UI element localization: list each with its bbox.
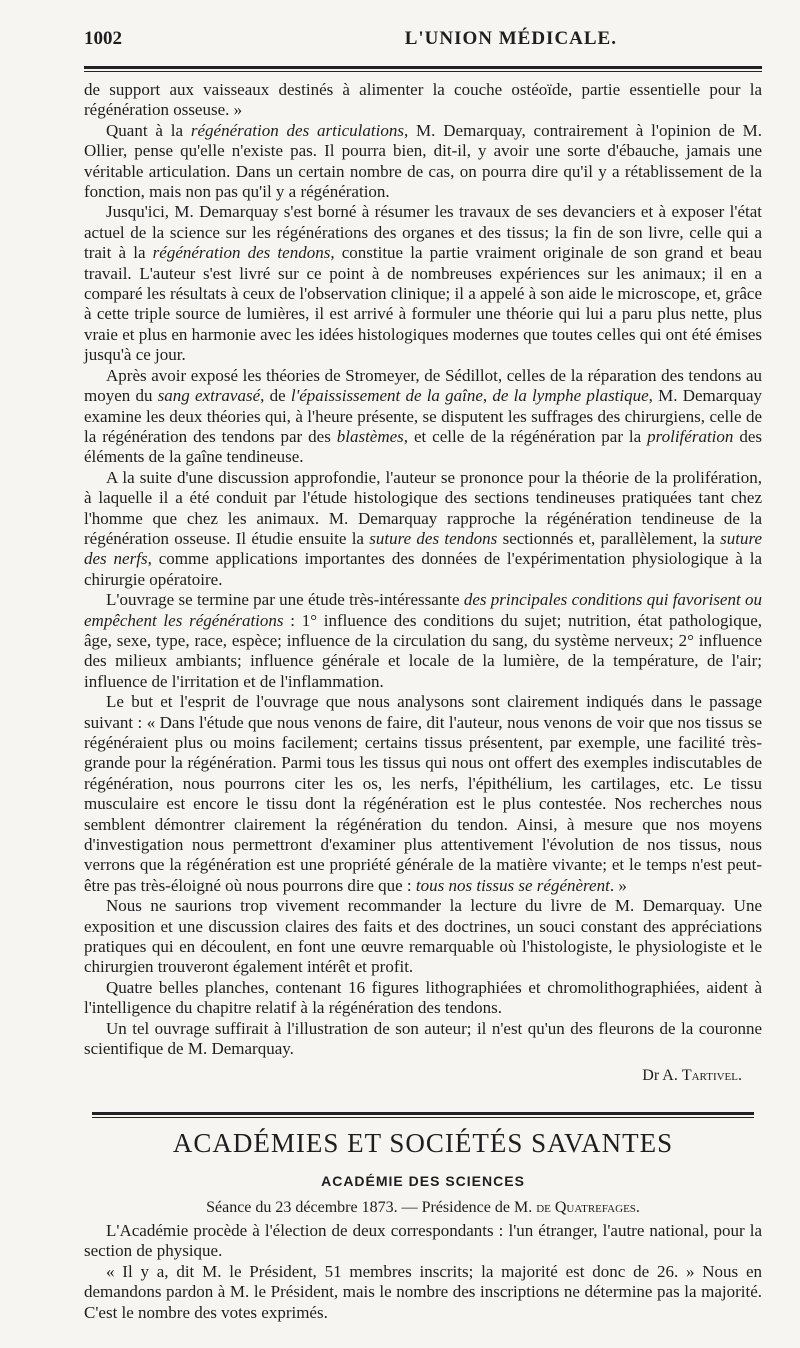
paragraph: A la suite d'une discussion approfondie, l'auteur se prononce pour la théorie de la prolifération, à laquelle il a été conduit par l'étude histologique des sections tendineuses pratiquées tant chez l'homme que chez les animaux. M. Demarquay rapproche la régénération tendineuse de la régénération osseuse. Il étudie ensuite la suture des tendons sectionnés et, parallèlement, la suture des nerfs, comme applications importantes des données de l'expérimentation physiologique à la chirurgie opératoire.	[84, 467, 762, 589]
header-rule	[84, 66, 762, 69]
paragraph: « Il y a, dit M. le Président, 51 membres inscrits; la majorité est donc de 26. » Nous en demandons pardon à M. le Président, mais le nombre des inscriptions ne détermine pas la majorité. C'est le nombre des votes exprimés.	[84, 1261, 762, 1322]
paragraph: L'ouvrage se termine par une étude très-intéressante des principales conditions qui favorisent ou empêchent les régénérations : 1° influence des conditions du sujet; nutrition, état pathologique, âge, sexe, type, race, espèce; influence de la circulation du sang, du système nerveux; 2° influence des milieux ambiants; influence générale et locale de la lumière, de la température, de l'air; influence de l'irritation et de l'inflammation.	[84, 590, 762, 691]
page-number: 1002	[84, 28, 122, 49]
review-article	[84, 80, 762, 1086]
academy-report	[84, 1221, 762, 1323]
running-header	[84, 28, 762, 58]
paragraph: Jusqu'ici, M. Demarquay s'est borné à résumer les travaux de ses devanciers et à exposer l'état actuel de la science sur les régénérations des organes et des tissus; la fin de son livre, celle qui a trait à la régénération des tendons, constitue la partie vraiment originale de son grand et beau travail. L'auteur s'est livré sur ce point à de nombreuses expériences sur les animaux; il en a comparé les résultats à ceux de l'observation clinique; il a appelé à son aide le microscope, et, grâce à cette triple source de lumières, il est arrivé à formuler une théorie qui lui a paru plus nette, plus vraie et plus en harmonie avec les idées histologiques modernes que toutes celles qui ont été émises jusqu'à ce jour.	[84, 202, 763, 365]
paragraph: Nous ne saurions trop vivement recommander la lecture du livre de M. Demarquay. Une exposition et une discussion claires des faits et des doctrines, un souci constant des appréciations pratiques qui en découlent, en font une œuvre remarquable où l'histologiste, le physiologiste et le chirurgien trouveront également intérêt et profit.	[84, 896, 762, 977]
paragraph: L'Académie procède à l'élection de deux correspondants : l'un étranger, l'autre national, pour la section de physique.	[84, 1220, 762, 1261]
paragraph: Quatre belles planches, contenant 16 figures lithographiées et chromolithographiées, aident à l'intelligence du chapitre relatif à la régénération des tendons.	[84, 977, 762, 1018]
paragraph: Quant à la régénération des articulations, M. Demarquay, contrairement à l'opinion de M. Ollier, pense qu'elle n'existe pas. Il pourra bien, dit-il, y avoir une sorte d'ébauche, jamais une véritable articulation. Dans un certain nombre de cas, on pourra dire qu'il y a rétablissement de la fonction, mais non pas qu'il y a régénération.	[84, 120, 762, 202]
section-title: ACADÉMIES ET SOCIÉTÉS SAVANTES	[172, 1127, 674, 1158]
journal-title: L'UNION MÉDICALE.	[404, 28, 617, 49]
header-rule-thin	[84, 71, 762, 72]
author-signature: Dr A. Tartivel.	[642, 1066, 742, 1084]
paragraph: Après avoir exposé les théories de Stromeyer, de Sédillot, celles de la réparation des tendons au moyen du sang extravasé, de l'épaississement de la gaîne, de la lymphe plastique, M. Demarquay examine les deux théories qui, à l'heure présente, se disputent les suffrages des chirurgiens, celle de la régénération des tendons par des blastèmes, et celle de la régénération par la prolifération des éléments de la gaîne tendineuse.	[84, 365, 762, 467]
paragraph: de support aux vaisseaux destinés à alimenter la couche ostéoïde, partie essentielle pour la régénération osseuse. »	[84, 80, 762, 120]
paragraph: Un tel ouvrage suffirait à l'illustration de son auteur; il n'est qu'un des fleurons de la couronne scientifique de M. Demarquay.	[84, 1018, 762, 1059]
paragraph: Le but et l'esprit de l'ouvrage que nous analysons sont clairement indiqués dans le passage suivant : « Dans l'étude que nous venons de faire, dit l'auteur, nous venons de voir que nos tissus se régénéraient plus ou moins facilement; certains tissus présentent, par exemple, une facilité très-grande pour la régénération. Parmi tous les tissus qui nous ont offert des exemples indiscutables de régénération, nous pourrons citer les os, les nerfs, l'épithélium, les cartilages, etc. Le tissu musculaire est encore le tissu dont la régénération est le plus contestée. Nos recherches nous semblent démontrer clairement la régénération du tendon. Ainsi, à mesure que nos moyens d'investigation nous permettront d'examiner plus attentivement l'évolution de nos tissus, nous verrons que la régénération est une propriété générale de la matière vivante; et le temps n'est peut-être pas très-éloigné où nous pourrons dire que : tous nos tissus se régénèrent. »	[84, 692, 762, 895]
section-subtitle: ACADÉMIE DES SCIENCES	[321, 1172, 525, 1189]
session-line: Séance du 23 décembre 1873. — Présidence de M. de Quatrefages.	[206, 1198, 640, 1216]
section-divider	[92, 1112, 754, 1118]
